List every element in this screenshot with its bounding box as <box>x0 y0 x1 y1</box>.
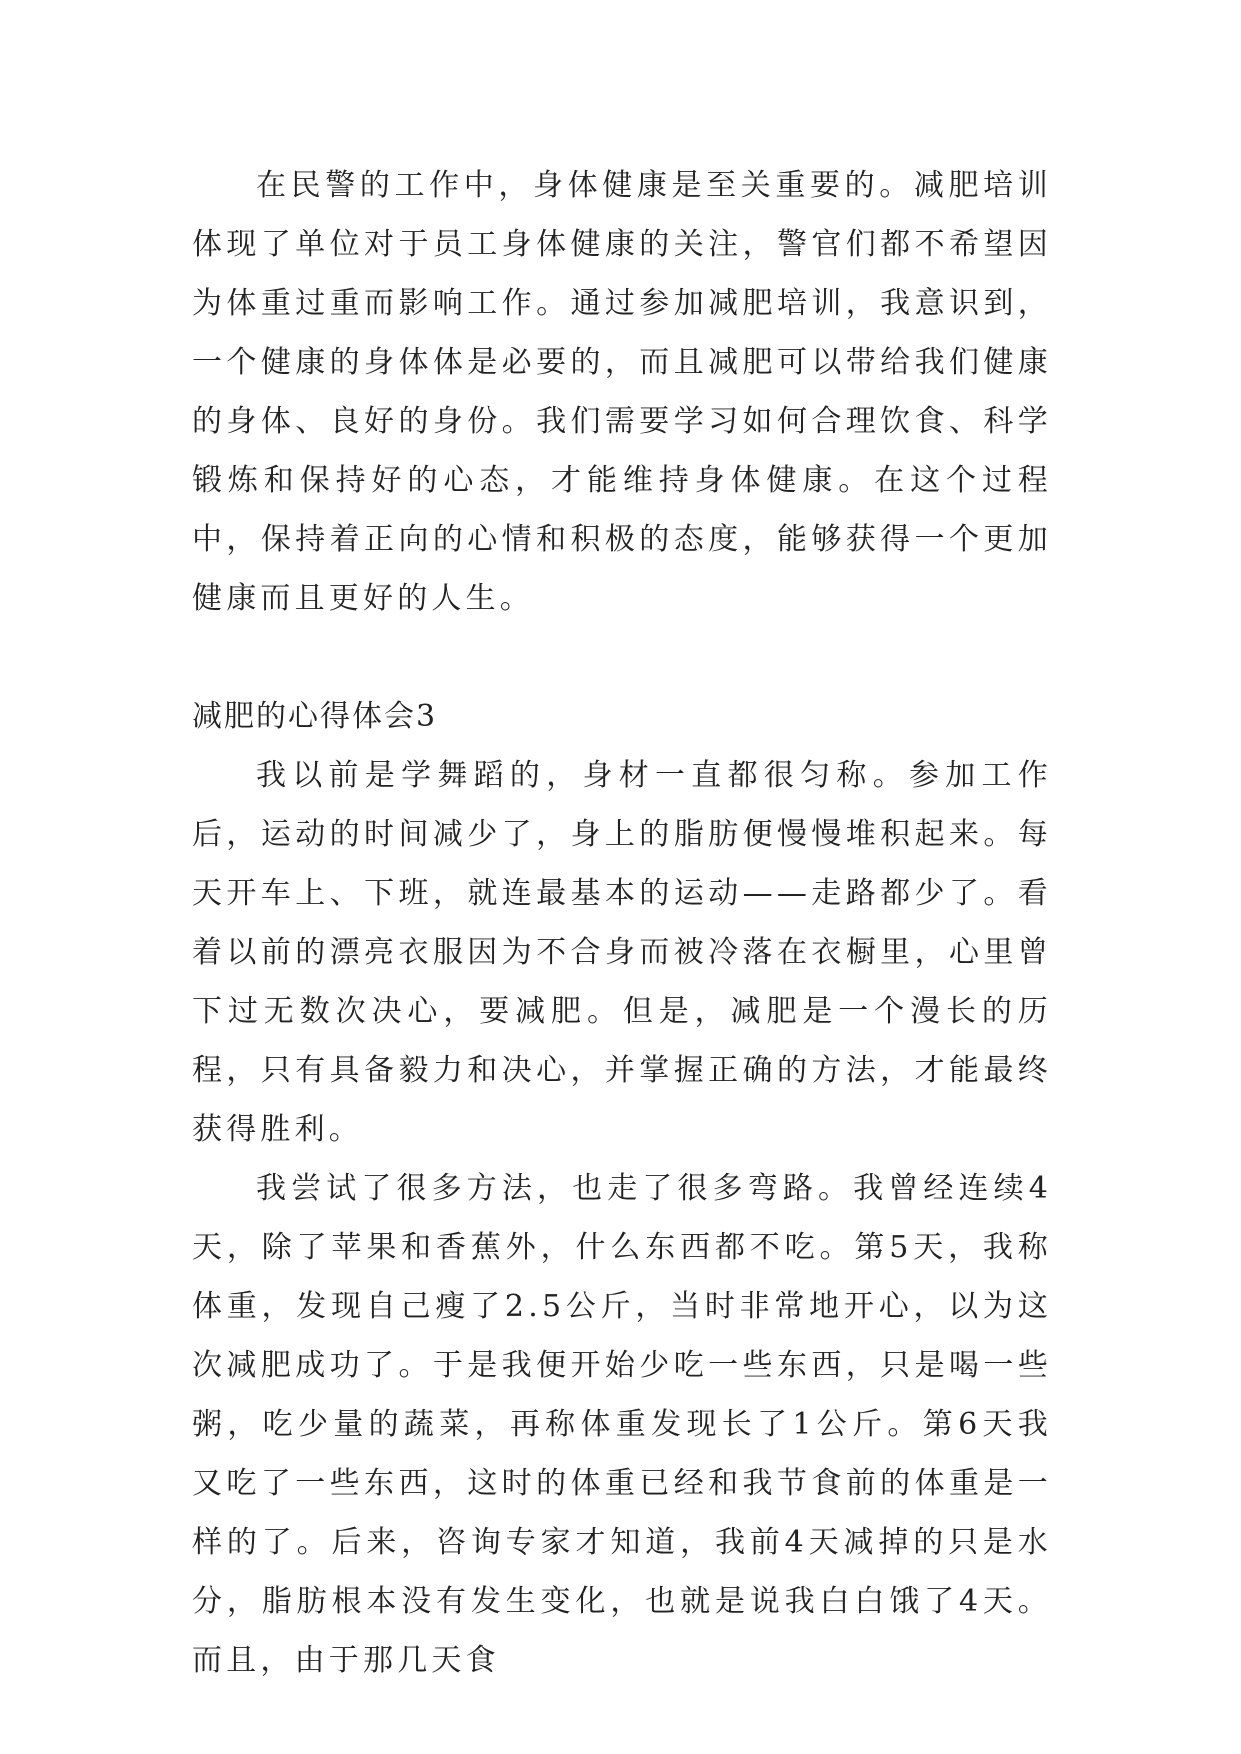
section-heading: 减肥的心得体会3 <box>192 699 438 734</box>
paragraph-3: 我尝试了很多方法，也走了很多弯路。我曾经连续4天，除了苹果和香蕉外，什么东西都不吃。第5天，我称体重，发现自己瘦了2.5公斤，当时非常地开心，以为这次减肥成功了。于是我便开始少吃一些东西，只是喝一些粥，吃少量的蔬菜，再称体重发现长了1公斤。第6天我又吃了一些东西，这时的体重已经和我节食前的体重是一样的了。后来，咨询专家才知道，我前4天减掉的只是水分，脂肪根本没有发生变化，也就是说我白白饿了4天。而且，由于那几天食 <box>192 1171 1052 1678</box>
paragraph-1: 在民警的工作中，身体健康是至关重要的。减肥培训体现了单位对于员工身体健康的关注，警官们都不希望因为体重过重而影响工作。通过参加减肥培训，我意识到，一个健康的身体体是必要的，而且减肥可以带给我们健康的身体、良好的身份。我们需要学习如何合理饮食、科学锻炼和保持好的心态，才能维持身体健康。在这个过程中，保持着正向的心情和积极的态度，能够获得一个更加健康而且更好的人生。 <box>192 168 1052 616</box>
paragraph-2: 我以前是学舞蹈的，身材一直都很匀称。参加工作后，运动的时间减少了，身上的脂肪便慢慢堆积起来。每天开车上、下班，就连最基本的运动——走路都少了。看着以前的漂亮衣服因为不合身而被冷落在衣橱里，心里曾下过无数次决心，要减肥。但是，减肥是一个漫长的历程，只有具备毅力和决心，并掌握正确的方法，才能最终获得胜利。 <box>192 758 1052 1147</box>
document-body <box>192 156 1052 1690</box>
